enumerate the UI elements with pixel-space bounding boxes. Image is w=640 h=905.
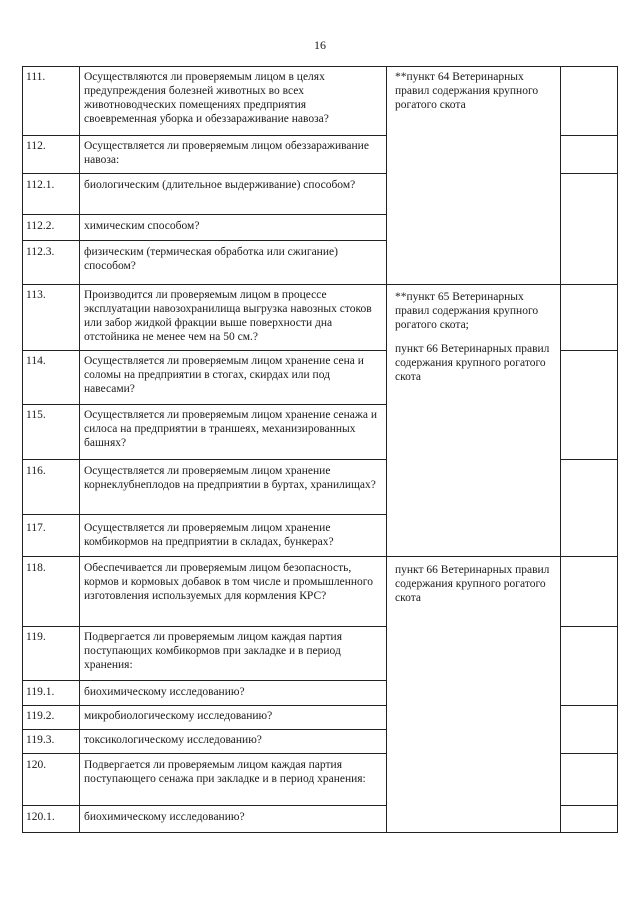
row-divider [560,753,618,754]
row-number: 112.2. [26,220,55,232]
row-question: токсикологическому исследованию? [84,734,262,746]
row-divider [560,705,618,706]
row-divider [22,680,387,681]
row-divider [560,173,618,174]
row-number: 120. [26,759,47,771]
row-divider [560,135,618,136]
reference-text-part: пункт 66 Ветеринарных правил содержания крупного рогатого скота [395,343,550,383]
row-number: 120.1. [26,811,55,823]
column-divider-number [79,66,80,833]
row-divider [22,135,387,136]
row-divider-group [22,284,560,285]
row-number: 119.2. [26,710,55,722]
reference-text-part: **пункт 65 Ветеринарных правил содержания крупного рогатого скота; [395,291,539,331]
row-divider [22,805,387,806]
row-question: Осуществляются ли проверяемым лицом в целях предупреждения болезней животных во всех животноводческих помещениях предприятия своевременная уборка и обеззараживание навоза? [84,71,329,125]
row-question: Осуществляется ли проверяемым лицом хранение сенажа и силоса на предприятии в траншеях, механизированных башнях? [84,409,377,449]
row-divider [22,404,387,405]
row-divider [22,240,387,241]
row-question: Осуществляется ли проверяемым лицом обеззараживание навоза: [84,140,369,166]
row-divider [560,284,618,285]
row-question: физическим (термическая обработка или сжигание) способом? [84,246,338,272]
row-number: 117. [26,522,46,534]
row-question: Осуществляется ли проверяемым лицом хранение комбикормов на предприятии в складах, бункерах? [84,522,334,548]
row-divider [22,705,387,706]
row-question: Производится ли проверяемым лицом в процессе эксплуатации навозохранилища выгрузка навозных стоков или забор жидкой фракции выше поверхности дна отстойника не менее чем на 50 см.? [84,289,372,343]
row-divider-group [22,556,560,557]
row-question: Осуществляется ли проверяемым лицом хранение сена и соломы на предприятии в стогах, скирдах или под навесами? [84,355,364,395]
row-divider [560,556,618,557]
row-divider [22,173,387,174]
row-number: 116. [26,465,46,477]
row-number: 113. [26,289,46,301]
row-divider [560,350,618,351]
column-divider-question [386,66,387,833]
row-number: 112.3. [26,246,55,258]
row-question: Обеспечивается ли проверяемым лицом безопасность, кормов и кормовых добавок в том числе и промышленного изготовления используемых для кормления КРС? [84,562,373,602]
row-question: Подвергается ли проверяемым лицом каждая партия поступающего сенажа при закладке и в период хранения: [84,759,366,785]
row-number: 118. [26,562,46,574]
column-divider-reference [560,66,561,833]
row-divider [560,626,618,627]
row-question: биохимическому исследованию? [84,811,245,823]
row-number: 119. [26,631,46,643]
row-number: 114. [26,355,46,367]
row-divider [22,214,387,215]
row-divider [560,805,618,806]
row-question: микробиологическому исследованию? [84,710,273,722]
reference-text [395,290,560,384]
row-question: биологическим (длительное выдерживание) способом? [84,179,356,191]
row-number: 115. [26,409,46,421]
row-divider [22,753,387,754]
row-question: Подвергается ли проверяемым лицом каждая партия поступающих комбикормов при закладке и в период хранения: [84,631,342,671]
row-number: 111. [26,71,46,83]
row-number: 112. [26,140,46,152]
row-divider [22,514,387,515]
row-divider [22,626,387,627]
row-question: химическим способом? [84,220,200,232]
page-number: 16 [314,38,326,52]
row-number: 119.3. [26,734,55,746]
row-number: 112.1. [26,179,55,191]
row-number: 119.1. [26,686,55,698]
row-divider [22,729,387,730]
reference-text: пункт 66 Ветеринарных правил содержания крупного рогатого скота [395,564,550,604]
row-question: Осуществляется ли проверяемым лицом хранение корнеклубнеплодов на предприятии в буртах, хранилищах? [84,465,376,491]
row-divider [560,459,618,460]
row-divider [22,459,387,460]
row-question: биохимическому исследованию? [84,686,245,698]
row-divider [22,350,387,351]
reference-text: **пункт 64 Ветеринарных правил содержания крупного рогатого скота [395,71,539,111]
